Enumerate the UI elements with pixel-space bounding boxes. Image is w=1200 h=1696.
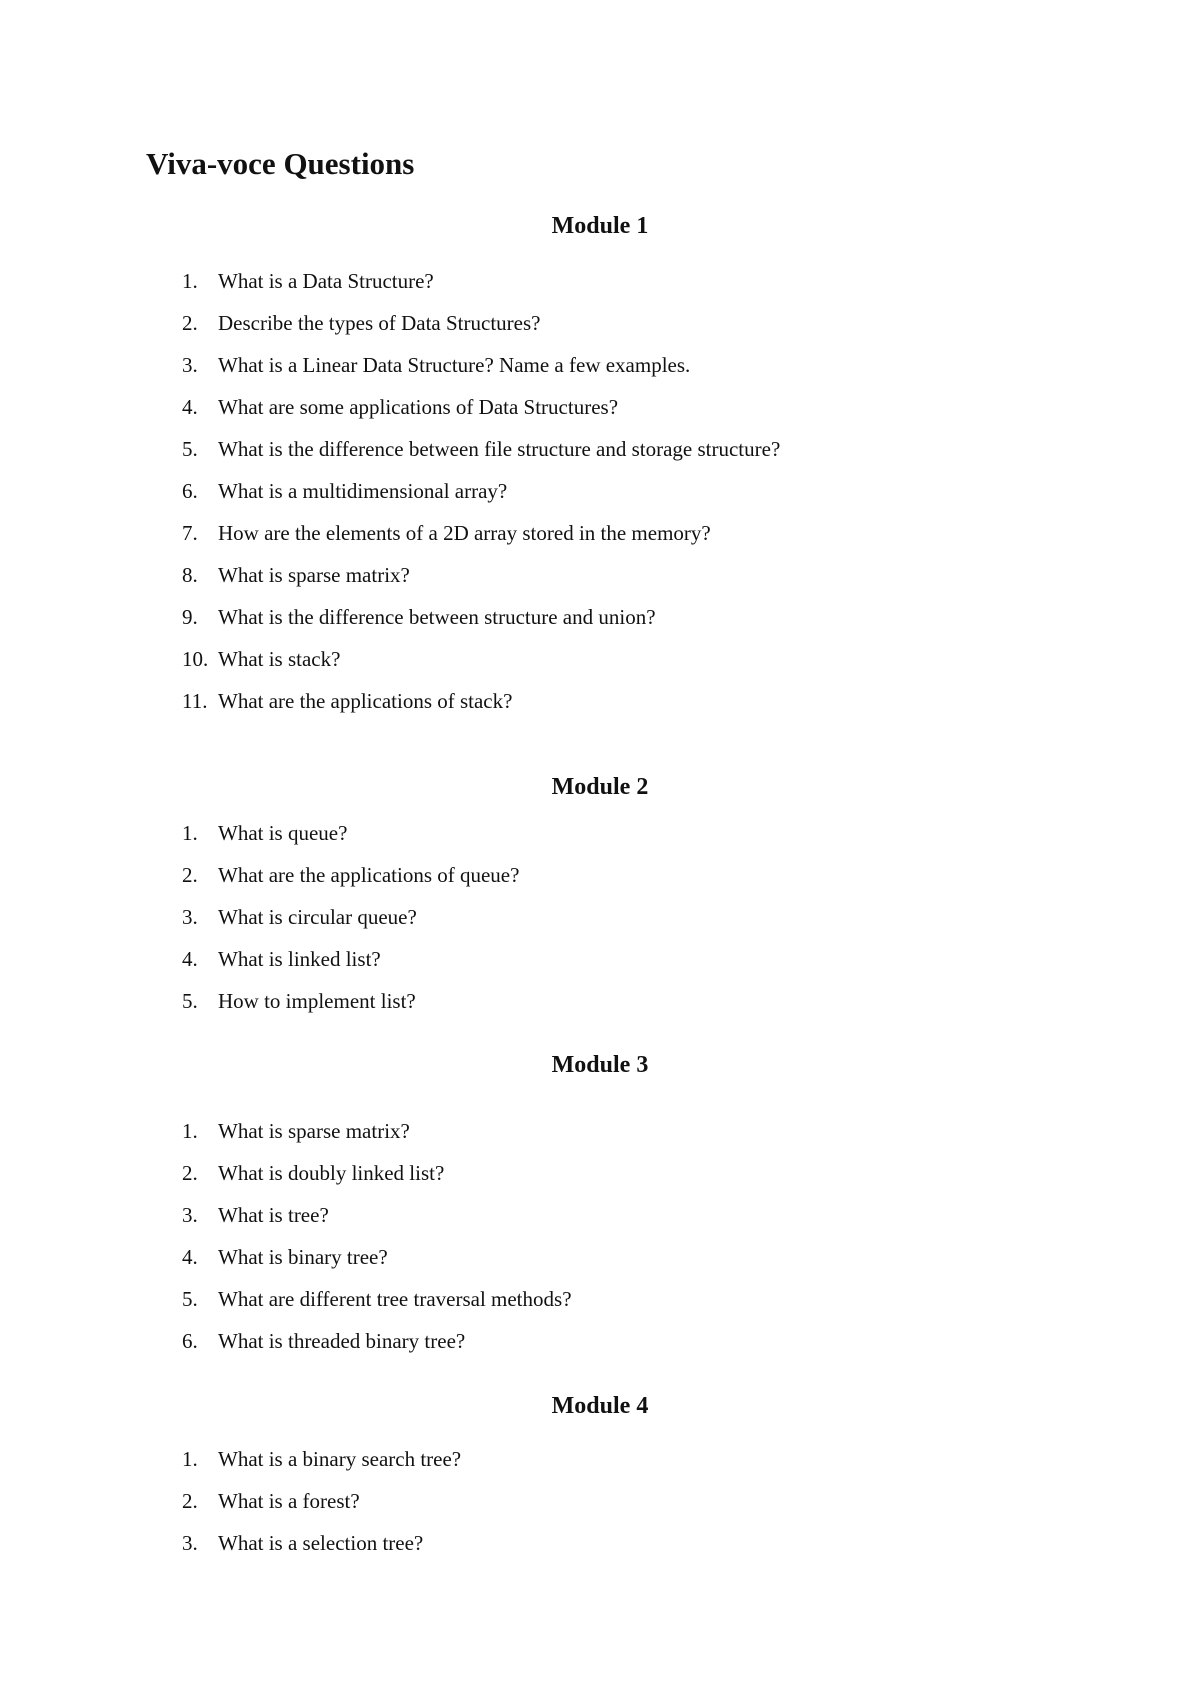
question-number: 1. [182,1447,198,1471]
question-text: What is linked list? [218,947,381,971]
question-number: 4. [182,947,198,971]
question-number: 2. [182,1489,198,1513]
question-number: 9. [182,605,198,629]
question-number: 5. [182,1287,198,1311]
question-text: What is a forest? [218,1489,360,1513]
question-text: What are the applications of stack? [218,689,513,713]
question-number: 2. [182,1161,198,1185]
question-number: 2. [182,311,198,335]
question-number: 7. [182,521,198,545]
module-1-heading: Module 1 [551,213,649,239]
question-text: How are the elements of a 2D array stored in the memory? [218,521,711,545]
question-number: 5. [182,437,198,461]
question-number: 1. [182,269,198,293]
question-number: 1. [182,1119,198,1143]
question-number: 3. [182,905,198,929]
question-text: What is stack? [218,647,341,671]
question-number: 3. [182,1203,198,1227]
question-text: What are some applications of Data Structures? [218,395,619,419]
question-number: 4. [182,395,198,419]
question-number: 6. [182,479,198,503]
question-text: What is doubly linked list? [218,1161,445,1185]
question-number: 10. [182,647,209,671]
question-text: What is the difference between structure and union? [218,605,656,629]
module-3-heading: Module 3 [551,1052,649,1078]
document-title: Viva-voce Questions [146,146,415,181]
question-text: Describe the types of Data Structures? [218,311,541,335]
question-text: What is a Data Structure? [218,269,434,293]
question-text: What is queue? [218,821,348,845]
question-number: 3. [182,353,198,377]
question-text: What is a Linear Data Structure? Name a few examples. [218,353,691,377]
question-text: What is sparse matrix? [218,563,410,587]
question-number: 1. [182,821,198,845]
question-text: What is a selection tree? [218,1531,424,1555]
module-2-heading: Module 2 [551,774,649,800]
question-number: 6. [182,1329,198,1353]
question-text: What are the applications of queue? [218,863,520,887]
question-text: What is sparse matrix? [218,1119,410,1143]
question-text: What is threaded binary tree? [218,1329,466,1353]
question-number: 3. [182,1531,198,1555]
question-text: What are different tree traversal methods? [218,1287,572,1311]
question-text: What is binary tree? [218,1245,388,1269]
question-text: What is a binary search tree? [218,1447,462,1471]
question-text: What is a multidimensional array? [218,479,508,503]
question-number: 4. [182,1245,198,1269]
module-4-heading: Module 4 [551,1393,649,1419]
question-number: 2. [182,863,198,887]
question-text: What is circular queue? [218,905,417,929]
question-number: 11. [182,689,208,713]
question-text: What is the difference between file structure and storage structure? [218,437,781,461]
question-number: 5. [182,989,198,1013]
question-text: What is tree? [218,1203,329,1227]
question-text: How to implement list? [218,989,416,1013]
question-number: 8. [182,563,198,587]
